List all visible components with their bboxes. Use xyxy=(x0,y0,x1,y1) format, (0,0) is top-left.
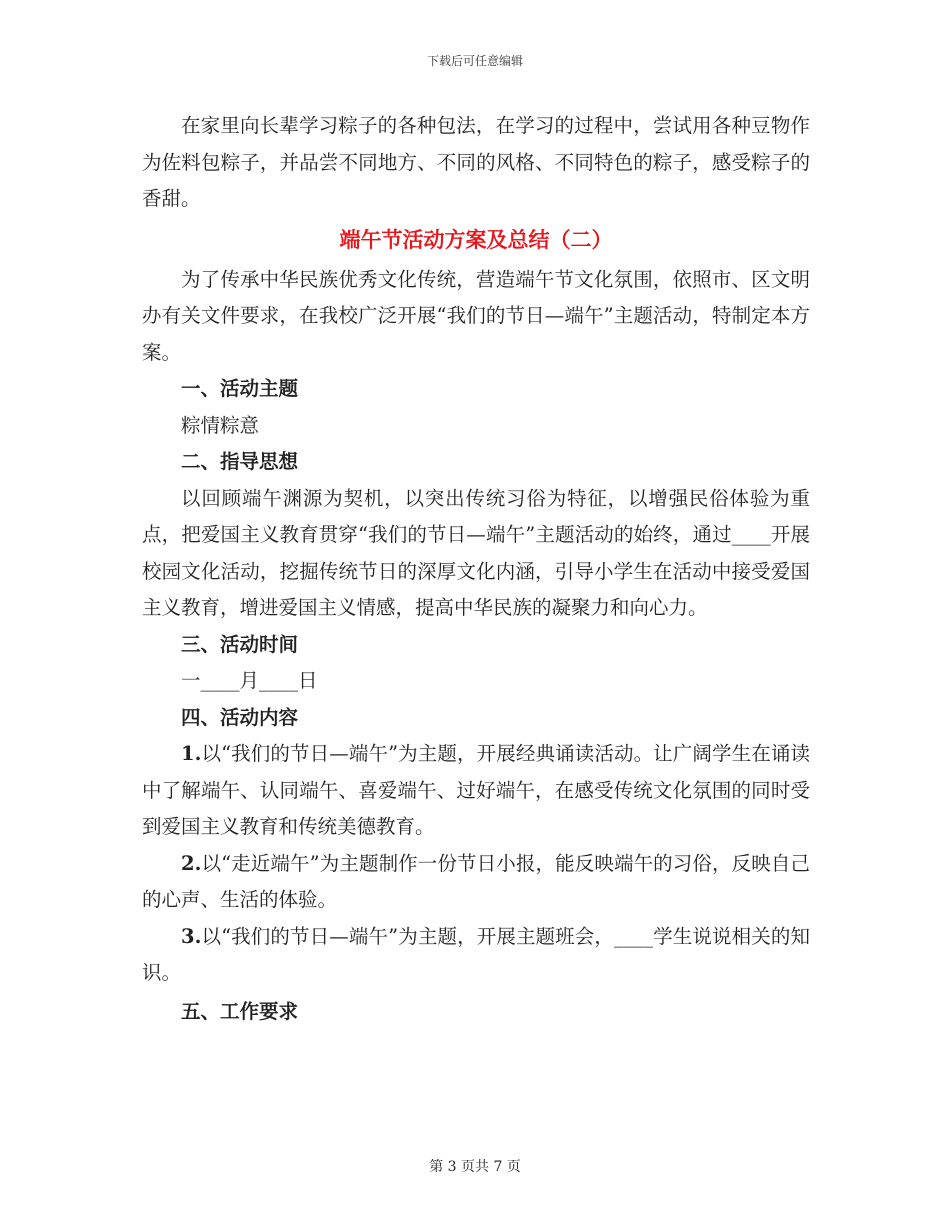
section-2-body: 以回顾端午渊源为契机，以突出传统习俗为特征，以增强民俗体验为重点，把爱国主义教育贯穿“我们的节日—端午”主题活动的始终，通过____开展校园文化活动，挖掘传统节日的深厚文化内涵，引导小学生在活动中接受爱国主义教育，增进爱国主义情感，提高中华民族的凝聚力和向心力。 xyxy=(142,486,810,619)
section-3-body: 一____月____日 xyxy=(181,669,318,692)
section-1-heading: 一、活动主题 xyxy=(181,377,299,400)
page-footer: 第 3 页共 7 页 xyxy=(429,1159,521,1175)
section-1-body: 粽情粽意 xyxy=(181,413,260,437)
section-4-item-1 xyxy=(142,736,810,846)
item-2-text: 以“走近端午”为主题制作一份节日小报，能反映端午的习俗，反映自己的心声、生活的体验。 xyxy=(142,851,810,911)
page-header: 下载后可任意编辑 xyxy=(426,54,523,68)
document-body xyxy=(142,108,810,1030)
section-4-item-3 xyxy=(142,919,810,992)
item-1-number: 1. xyxy=(181,742,202,765)
section-4-item-2 xyxy=(142,846,810,919)
section-2-heading: 二、指导思想 xyxy=(181,450,299,473)
item-1-text: 以“我们的节日—端午”为主题，开展经典诵读活动。让广阔学生在诵读中了解端午、认同端午、喜爱端午、过好端午，在感受传统文化氛围的同时受到爱国主义教育和传统美德教育。 xyxy=(142,742,810,838)
intro-paragraph: 在家里向长辈学习粽子的各种包法，在学习的过程中，尝试用各种豆物作为佐料包粽子，并品尝不同地方、不同的风格、不同特色的粽子，感受粽子的香甜。 xyxy=(142,114,810,210)
item-3-text: 以“我们的节日—端午”为主题，开展主题班会，____学生说说相关的知识。 xyxy=(142,924,810,984)
item-2-number: 2. xyxy=(181,851,202,875)
section-5-heading: 五、工作要求 xyxy=(181,999,299,1023)
section-3-heading: 三、活动时间 xyxy=(181,632,299,656)
opening-paragraph: 为了传承中华民族优秀文化传统，营造端午节文化氛围，依照市、区文明办有关文件要求，在我校广泛开展“我们的节日—端午”主题活动，特制定本方案。 xyxy=(142,267,810,364)
item-3-number: 3. xyxy=(181,924,202,948)
section-4-heading: 四、活动内容 xyxy=(181,705,299,729)
document-title: 端午节活动方案及总结（二） xyxy=(339,226,613,252)
